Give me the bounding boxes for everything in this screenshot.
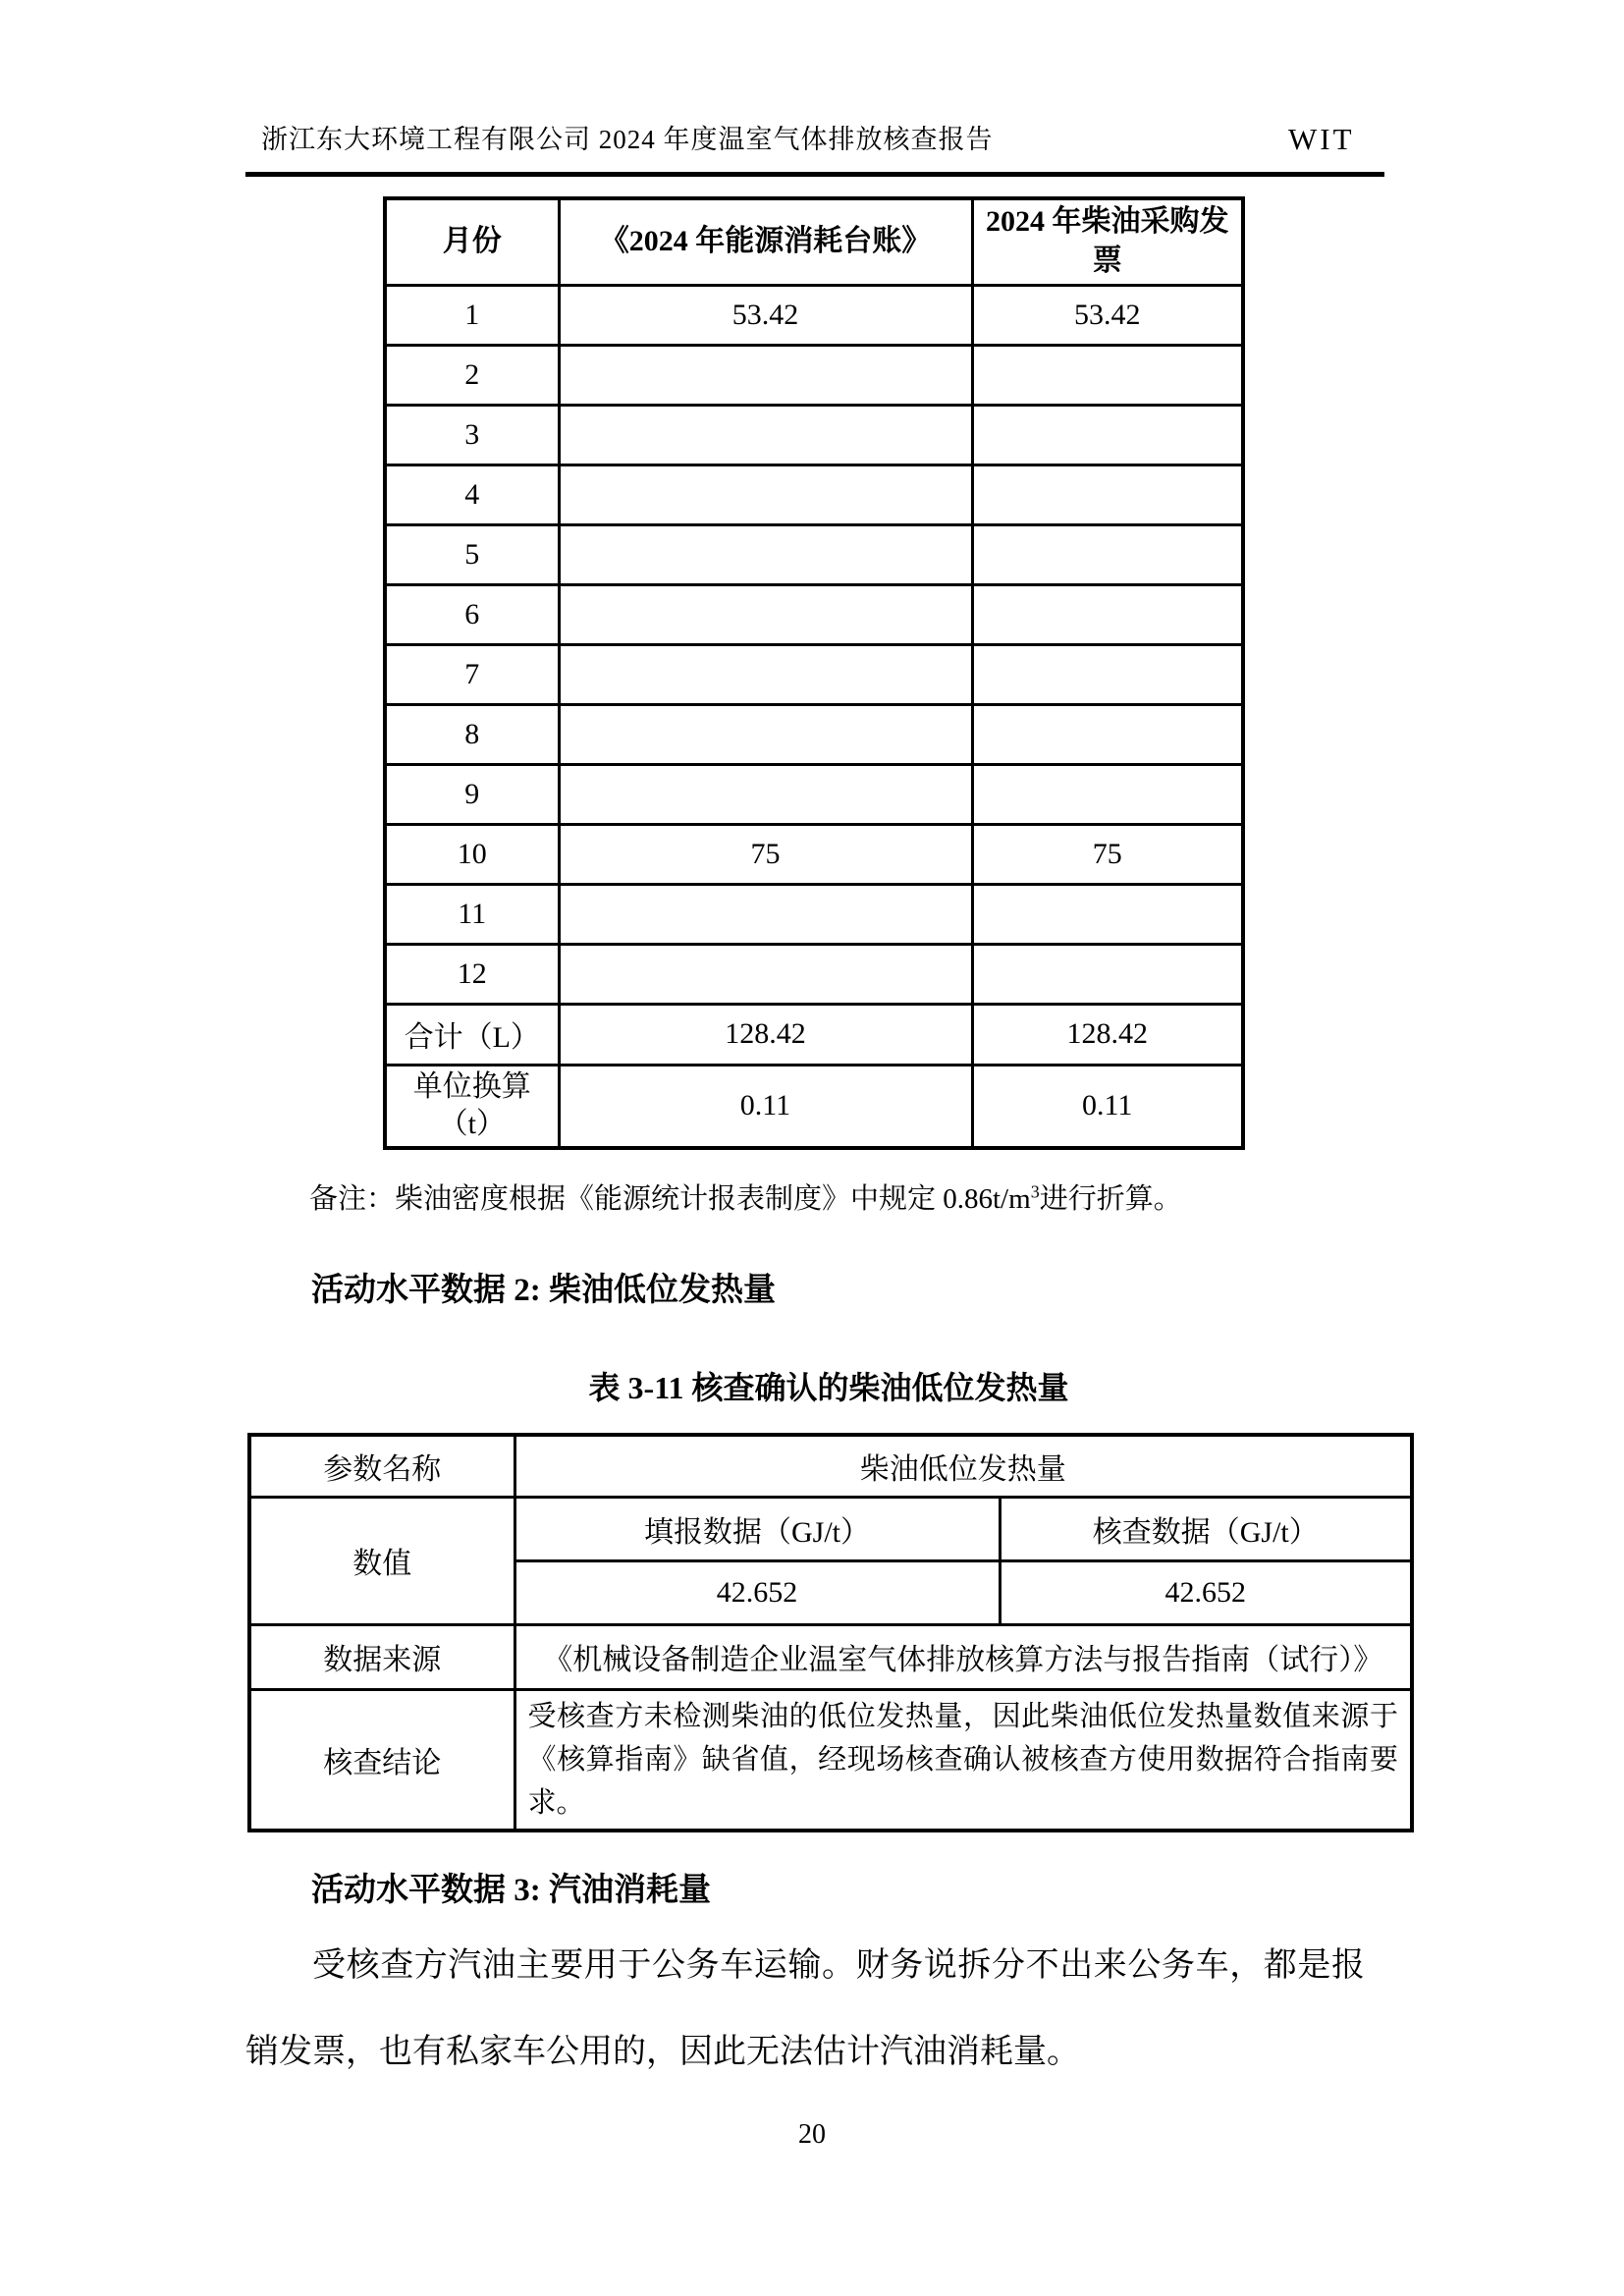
verified-value-cell: 42.652 [1000,1560,1412,1624]
month-cell: 4 [385,465,559,524]
invoice-value-cell [972,465,1243,524]
month-cell: 1 [385,285,559,345]
table-row [385,884,1243,944]
month-cell: 8 [385,704,559,764]
table-3-11-caption: 表 3-11 核查确认的柴油低位发热量 [588,1370,1069,1405]
total-label-cell: 合计（L） [385,1004,559,1065]
invoice-value-cell [972,644,1243,704]
section-heading-activity-data-3: 活动水平数据 3: 汽油消耗量 [311,1873,711,1908]
ledger-value-cell [559,465,972,524]
invoice-value-cell [972,584,1243,644]
table-row [385,584,1243,644]
month-header-cell: 月份 [385,198,559,285]
conclusion-label-cell: 核查结论 [249,1689,514,1831]
invoice-value-cell: 53.42 [972,285,1243,345]
ledger-value-cell [559,524,972,584]
ledger-value-cell: 75 [559,824,972,884]
table-row [385,524,1243,584]
total-ledger-cell: 128.42 [559,1004,972,1065]
table-note [309,1176,1409,1217]
header-rule [245,172,1384,177]
month-cell: 6 [385,584,559,644]
month-cell: 3 [385,405,559,465]
page-number: 20 [798,2119,826,2150]
value-header-row [249,1497,1412,1560]
table-row [385,465,1243,524]
table-row [385,644,1243,704]
table-header-row [385,198,1243,285]
invoice-value-cell [972,764,1243,824]
invoice-value-cell [972,345,1243,405]
total-invoice-cell: 128.42 [972,1004,1243,1065]
invoice-value-cell: 75 [972,824,1243,884]
invoice-value-cell [972,704,1243,764]
gasoline-paragraph: 受核查方汽油主要用于公务车运输。财务说拆分不出来公务车，都是报销发票，也有私家车公用的，因此无法估计汽油消耗量。 [245,1947,1365,2070]
ledger-value-cell [559,345,972,405]
month-cell: 2 [385,345,559,405]
reported-header-cell: 填报数据（GJ/t） [514,1497,1000,1560]
ledger-value-cell [559,764,972,824]
wit-logo: WIT [1288,122,1355,156]
table-row [385,345,1243,405]
header-title: 浙江东大环境工程有限公司 2024 年度温室气体排放核查报告 [261,125,994,154]
month-cell: 12 [385,944,559,1004]
diesel-ncv-table [247,1433,1414,1832]
ledger-value-cell: 53.42 [559,285,972,345]
invoice-value-cell [972,884,1243,944]
ledger-value-cell [559,405,972,465]
table-row [385,824,1243,884]
note-text: 备注：柴油密度根据《能源统计报表制度》中规定 0.86t/m [309,1183,1031,1215]
param-value-cell: 柴油低位发热量 [514,1435,1412,1497]
conversion-row [385,1065,1243,1148]
total-row [385,1004,1243,1065]
conversion-label-cell: 单位换算（t） [385,1065,559,1148]
ledger-value-cell [559,884,972,944]
table-row [385,285,1243,345]
month-cell: 11 [385,884,559,944]
invoice-value-cell [972,524,1243,584]
param-name-row [249,1435,1412,1497]
note-text-end: 进行折算。 [1039,1183,1182,1215]
month-cell: 10 [385,824,559,884]
table-row [385,764,1243,824]
ledger-value-cell [559,584,972,644]
invoice-header-cell: 2024 年柴油采购发票 [972,198,1243,285]
ledger-value-cell [559,944,972,1004]
ledger-header-cell: 《2024 年能源消耗台账》 [559,198,972,285]
conversion-ledger-cell: 0.11 [559,1065,972,1148]
section-heading-activity-data-2: 活动水平数据 2: 柴油低位发热量 [311,1273,776,1308]
note-superscript: 3 [1030,1181,1040,1202]
table-row [385,944,1243,1004]
source-label-cell: 数据来源 [249,1624,514,1689]
month-cell: 7 [385,644,559,704]
data-source-row [249,1624,1412,1689]
ledger-value-cell [559,704,972,764]
conversion-invoice-cell: 0.11 [972,1065,1243,1148]
table-row [385,704,1243,764]
value-label-cell: 数值 [249,1497,514,1624]
ledger-value-cell [559,644,972,704]
invoice-value-cell [972,944,1243,1004]
month-cell: 9 [385,764,559,824]
conclusion-value-cell: 受核查方未检测柴油的低位发热量，因此柴油低位发热量数值来源于《核算指南》缺省值，经现场核查确认被核查方使用数据符合指南要求。 [514,1689,1412,1831]
table-row [385,405,1243,465]
diesel-consumption-table [383,196,1245,1150]
verified-header-cell: 核查数据（GJ/t） [1000,1497,1412,1560]
reported-value-cell: 42.652 [514,1560,1000,1624]
source-value-cell: 《机械设备制造企业温室气体排放核算方法与报告指南（试行）》 [514,1624,1412,1689]
invoice-value-cell [972,405,1243,465]
conclusion-row [249,1689,1412,1831]
month-cell: 5 [385,524,559,584]
param-label-cell: 参数名称 [249,1435,514,1497]
